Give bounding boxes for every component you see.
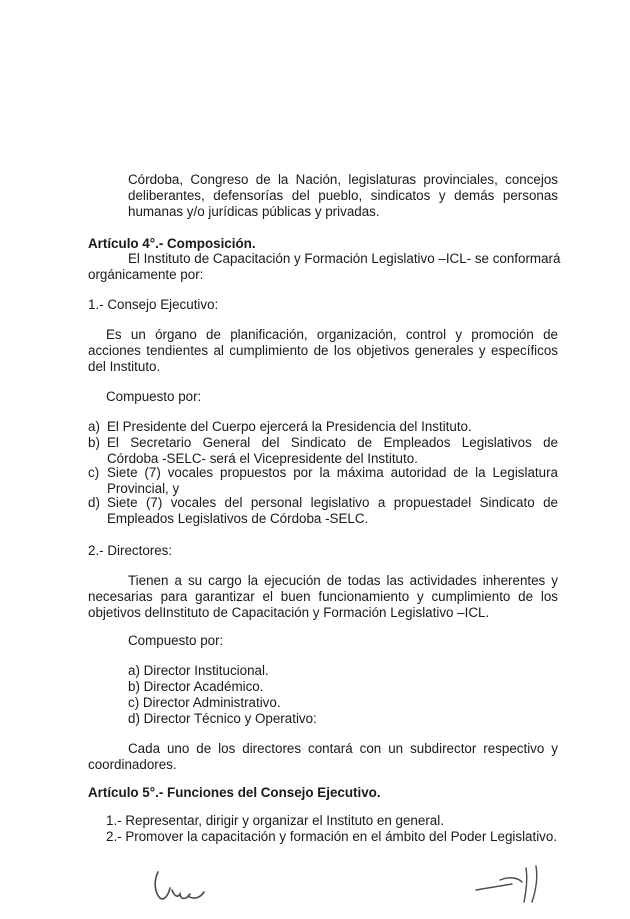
list-item-text: Empleados Legislativos de Córdoba -SELC. [107,511,369,526]
director-item: c) Director Administrativo. [128,695,281,710]
director-item: b) Director Académico. [128,679,264,694]
article-5-item: 1.- Representar, dirigir y organizar el Instituto en general. [106,813,444,828]
handwritten-initials [150,866,210,906]
list-marker: c) [88,465,100,480]
list-item-text: Siete (7) vocales propuestos por la máxima autoridad de la Legislatura [107,465,558,480]
article-4-line: El Instituto de Capacitación y Formación Legislativo –ICL- se conformará [128,251,561,266]
list-item-text: Provincial, y [107,481,180,496]
directores-para-line: Tienen a su cargo la ejecución de todas las actividades inherentes y [128,573,558,588]
intro-line: deliberantes, defensorías del pueblo, sindicatos y demás personas [128,188,558,203]
article-4-heading: Artículo 4°.- Composición. [88,236,256,251]
consejo-list-item [88,495,558,527]
consejo-list-item [88,465,558,497]
intro-line: humanas y/o jurídicas públicas y privadas. [128,204,380,219]
consejo-compuesto-label: Compuesto por: [106,389,202,404]
article-5-item: 2.- Promover la capacitación y formación en el ámbito del Poder Legislativo. [106,829,558,844]
director-item: a) Director Institucional. [128,663,269,678]
list-item-text: El Presidente del Cuerpo ejercerá la Presidencia del Instituto. [107,419,472,434]
article-5-heading: Artículo 5°.- Funciones del Consejo Ejecutivo. [88,785,381,800]
consejo-list-item [88,435,558,467]
director-item: d) Director Técnico y Operativo: [128,711,317,726]
intro-line: Córdoba, Congreso de la Nación, legislaturas provinciales, concejos [128,172,558,187]
directores-closing-line: coordinadores. [88,757,177,772]
list-marker: a) [88,419,100,434]
consejo-para-line: del Instituto. [88,359,161,374]
list-item-text: Córdoba -SELC- será el Vicepresidente del Instituto. [107,451,418,466]
directores-closing-line: Cada uno de los directores contará con un subdirector respectivo y [128,741,558,756]
list-item-text: Siete (7) vocales del personal legislativo a propuestadel Sindicato de [107,495,558,510]
directores-title: 2.- Directores: [88,543,173,558]
consejo-list-item [88,419,558,435]
list-marker: b) [88,435,100,450]
consejo-para-line: Es un órgano de planificación, organización, control y promoción de [106,327,558,342]
article-4-line: orgánicamente por: [88,267,204,282]
consejo-ejecutivo-title: 1.- Consejo Ejecutivo: [88,297,219,312]
directores-compuesto-label: Compuesto por: [128,633,224,648]
handwritten-signature [470,858,560,908]
directores-para-line: objetivos delInstituto de Capacitación y Formación Legislativo –ICL. [88,605,490,620]
list-marker: d) [88,495,100,510]
consejo-para-line: acciones tendientes al cumplimiento de los objetivos generales y específicos [88,343,558,358]
directores-para-line: necesarias para garantizar el buen funcionamiento y cumplimiento de los [88,589,558,604]
list-item-text: El Secretario General del Sindicato de Empleados Legislativos de [107,435,558,450]
